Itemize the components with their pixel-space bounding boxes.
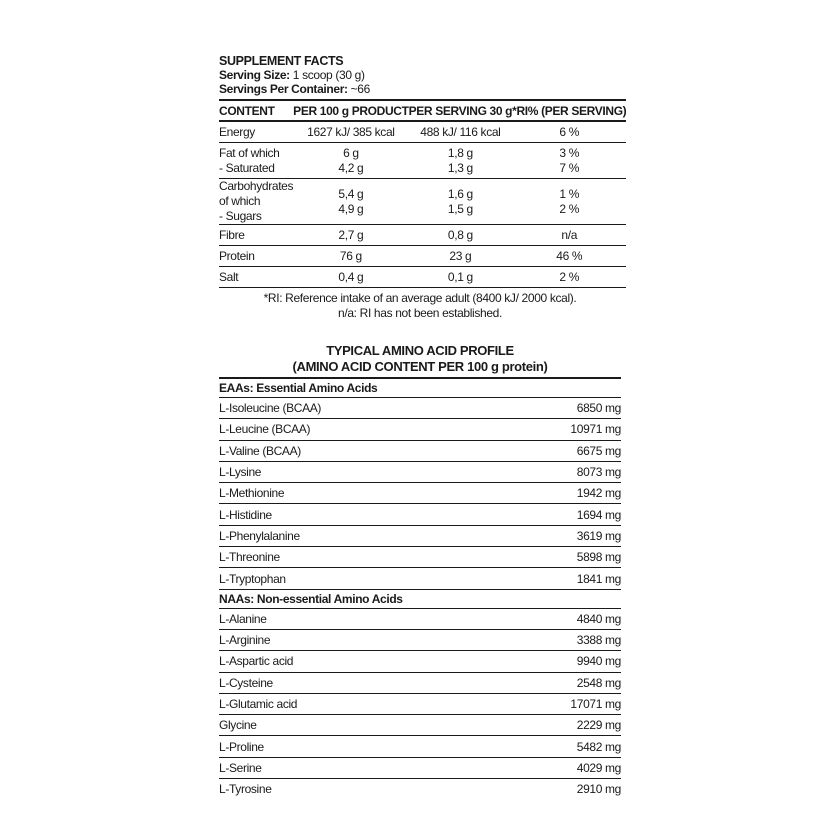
column-header: CONTENT (219, 100, 293, 121)
nutrient-name (219, 225, 293, 246)
ri-percent-value-line: 6 % (559, 125, 580, 139)
amino-acid-row (219, 779, 621, 799)
amino-acid-name: L-Proline (219, 739, 264, 754)
nutrient-name (219, 179, 293, 225)
amino-acid-name: L-Leucine (BCAA) (219, 422, 311, 437)
servings-label: Servings Per Container: (219, 82, 348, 96)
per-100g-value-line: 4,2 g (338, 160, 364, 175)
nutrient-name-line: Carbohydrates of which (219, 179, 294, 208)
nutrition-row (219, 225, 626, 246)
per-serving-value-line: 1,5 g (447, 201, 473, 216)
amino-acid-row (219, 398, 621, 419)
serving-size-value: 1 scoop (30 g) (292, 68, 365, 82)
amino-acid-row (219, 673, 621, 694)
amino-title-line1: TYPICAL AMINO ACID PROFILE (326, 343, 514, 358)
nutrient-name-line: Energy (219, 125, 255, 139)
amino-acid-name: L-Lysine (219, 465, 262, 480)
amino-acid-row (219, 441, 621, 462)
column-header: PER 100 g PRODUCT (293, 100, 408, 121)
amino-acid-row (219, 736, 621, 757)
amino-acid-value: 3388 mg (576, 633, 621, 648)
nutrition-row (219, 143, 626, 179)
amino-acid-name: L-Tyrosine (219, 782, 272, 797)
per-100g-value-line: 4,9 g (338, 201, 364, 216)
nutrient-name-line: Fibre (219, 228, 245, 242)
nutrient-name-line: - Sugars (219, 209, 262, 223)
per-100g-value (293, 143, 408, 179)
footnote-ri: *RI: Reference intake of an average adult (8400 kJ/ 2000 kcal). (263, 291, 577, 305)
amino-acid-name: L-Isoleucine (BCAA) (219, 401, 322, 416)
per-100g-value-line: 76 g (339, 249, 362, 263)
amino-acid-value: 4029 mg (576, 760, 621, 775)
amino-acid-value: 2548 mg (576, 675, 621, 690)
nutrient-name-line: - Saturated (219, 160, 275, 175)
amino-acid-row (219, 609, 621, 630)
column-header: PER SERVING 30 g (409, 100, 513, 121)
amino-acid-name: L-Tryptophan (219, 571, 286, 586)
footnote-na: n/a: RI has not been established. (338, 306, 502, 320)
per-serving-value (409, 225, 513, 246)
amino-acid-row (219, 758, 621, 779)
per-100g-value (293, 267, 408, 288)
amino-acid-name: L-Phenylalanine (219, 528, 300, 543)
amino-acid-value: 9940 mg (576, 654, 621, 669)
panel-title: SUPPLEMENT FACTS (219, 54, 344, 68)
ri-percent-value-line: 1 % (559, 186, 580, 201)
ri-percent-value (512, 246, 626, 267)
nutrient-name (219, 121, 293, 143)
per-100g-value-line: 0,4 g (338, 270, 364, 284)
nutrient-name (219, 246, 293, 267)
per-100g-value-line: 5,4 g (338, 186, 364, 201)
nutrition-row (219, 121, 626, 143)
ri-percent-value (512, 179, 626, 225)
per-serving-value (409, 246, 513, 267)
amino-acid-value: 10971 mg (570, 422, 621, 437)
amino-acid-name: L-Valine (BCAA) (219, 443, 301, 458)
amino-acid-value: 4840 mg (576, 611, 621, 626)
per-100g-value (293, 179, 408, 225)
amino-acid-table (219, 377, 621, 799)
per-100g-value-line: 2,7 g (338, 228, 364, 242)
amino-group-heading: NAAs: Non-essential Amino Acids (219, 590, 621, 609)
per-serving-value (409, 143, 513, 179)
amino-acid-row (219, 630, 621, 651)
per-serving-value-line: 23 g (449, 249, 472, 263)
ri-percent-value-line: 7 % (559, 160, 580, 175)
amino-acid-row (219, 526, 621, 547)
per-serving-value-line: 0,1 g (447, 270, 473, 284)
per-serving-value-line: 1,8 g (447, 145, 473, 160)
per-serving-value-line: 1,6 g (447, 186, 473, 201)
amino-acid-row (219, 462, 621, 483)
amino-acid-value: 1942 mg (576, 486, 621, 501)
ri-percent-value (512, 225, 626, 246)
serving-size (219, 68, 621, 82)
per-100g-value-line: 1627 kJ/ 385 kcal (307, 125, 395, 139)
amino-acid-row (219, 504, 621, 525)
supplement-facts-panel (219, 54, 627, 799)
footnotes (219, 291, 621, 321)
amino-acid-row (219, 547, 621, 568)
amino-acid-value: 1694 mg (576, 507, 621, 522)
ri-percent-value-line: 3 % (559, 145, 580, 160)
column-header: *RI% (PER SERVING) (512, 100, 626, 121)
amino-acid-row (219, 715, 621, 736)
per-100g-value (293, 225, 408, 246)
nutrition-row (219, 179, 626, 225)
amino-acid-value: 3619 mg (576, 528, 621, 543)
nutrition-header-row (219, 100, 626, 121)
per-serving-value (409, 121, 513, 143)
amino-acid-name: Glycine (219, 718, 257, 733)
nutrition-row (219, 267, 626, 288)
amino-acid-value: 5482 mg (576, 739, 621, 754)
ri-percent-value-line: 2 % (559, 201, 580, 216)
ri-percent-value-line: 46 % (556, 249, 583, 263)
per-serving-value (409, 179, 513, 225)
nutrition-table-body (219, 121, 626, 288)
nutrient-name (219, 143, 293, 179)
amino-acid-name: L-Serine (219, 760, 262, 775)
amino-acid-value: 6675 mg (576, 443, 621, 458)
amino-acid-name: L-Alanine (219, 611, 267, 626)
ri-percent-value-line: 2 % (559, 270, 580, 284)
nutrient-name-line: Fat of which (219, 145, 280, 160)
nutrition-row (219, 246, 626, 267)
amino-acid-row (219, 419, 621, 440)
amino-acid-value: 8073 mg (576, 465, 621, 480)
nutrient-name-line: Protein (219, 249, 255, 263)
amino-acid-value: 2229 mg (576, 718, 621, 733)
nutrition-table (219, 99, 626, 288)
amino-acid-value: 1841 mg (576, 571, 621, 586)
amino-acid-name: L-Arginine (219, 633, 271, 648)
amino-acid-name: L-Histidine (219, 507, 272, 522)
amino-acid-row (219, 651, 621, 672)
ri-percent-value (512, 143, 626, 179)
amino-acid-name: L-Methionine (219, 486, 285, 501)
amino-acid-value: 6850 mg (576, 401, 621, 416)
per-serving-value-line: 0,8 g (447, 228, 473, 242)
per-serving-value-line: 1,3 g (447, 160, 473, 175)
ri-percent-value (512, 267, 626, 288)
amino-acid-value: 2910 mg (576, 782, 621, 797)
amino-acid-name: L-Cysteine (219, 675, 273, 690)
amino-acid-row (219, 483, 621, 504)
amino-acid-row (219, 568, 621, 589)
amino-acid-value: 17071 mg (570, 697, 621, 711)
amino-acid-name: L-Aspartic acid (219, 654, 294, 669)
amino-acid-name: L-Threonine (219, 550, 280, 565)
ri-percent-value (512, 121, 626, 143)
per-100g-value (293, 246, 408, 267)
amino-profile-title (219, 343, 621, 375)
servings-per-container (219, 82, 621, 96)
amino-acid-row (219, 694, 621, 715)
amino-acid-name: L-Glutamic acid (219, 697, 298, 711)
servings-value: ~66 (350, 82, 370, 96)
ri-percent-value-line: n/a (561, 228, 578, 242)
per-serving-value-line: 488 kJ/ 116 kcal (420, 125, 501, 139)
per-100g-value (293, 121, 408, 143)
serving-size-label: Serving Size: (219, 68, 290, 82)
nutrient-name (219, 267, 293, 288)
amino-group-heading: EAAs: Essential Amino Acids (219, 379, 621, 398)
amino-title-line2: (AMINO ACID CONTENT PER 100 g protein) (292, 359, 548, 374)
per-100g-value-line: 6 g (343, 145, 359, 160)
per-serving-value (409, 267, 513, 288)
nutrient-name-line: Salt (219, 270, 239, 284)
amino-acid-value: 5898 mg (576, 550, 621, 565)
